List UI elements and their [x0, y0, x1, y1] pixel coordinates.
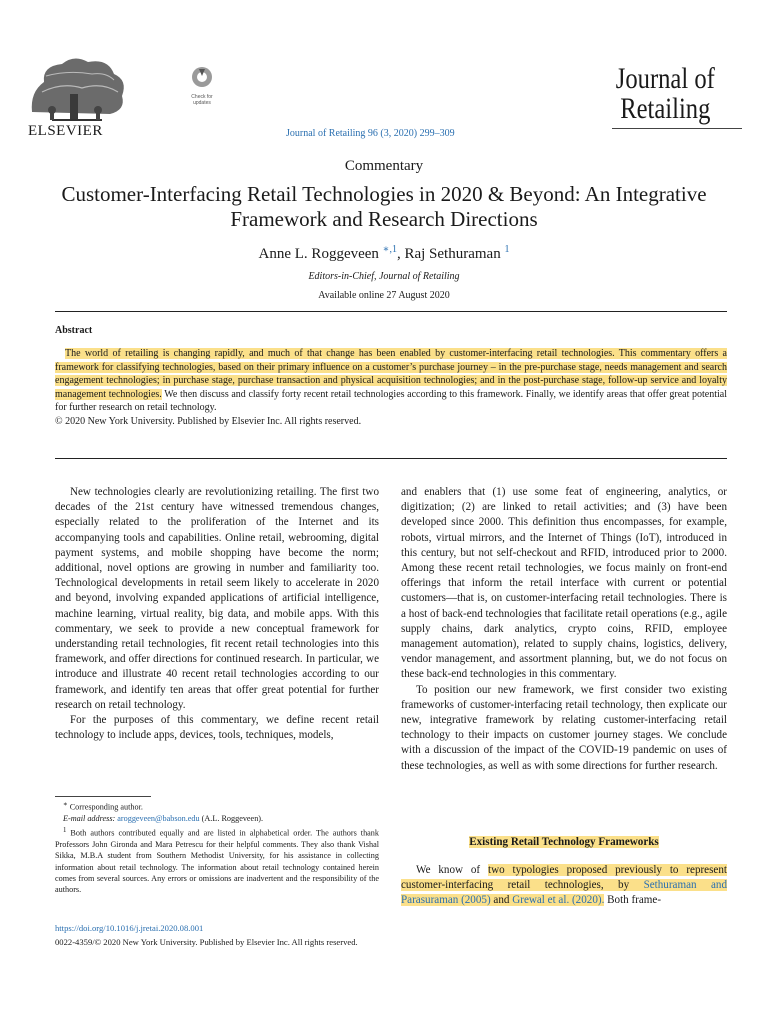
body-paragraph: For the purposes of this commentary, we define recent retail technology to include apps, devices, tools, techniques, models,	[55, 714, 379, 742]
author-list	[0, 244, 768, 263]
badge-line-1: Check for	[191, 94, 213, 100]
highlighted-text: two typologies proposed previously to represent customer-interfacing retail technologies, by	[401, 864, 727, 892]
body-paragraph: To position our new framework, we first consider two existing frameworks of customer-interfacing retail technology, then explicate our new, integrative framework by relating customer-interfacing retail technology to their impacts on customer journey stages. We conclude with a discussion of the impact of the COVID-19 pandemic on uses of these technologies, as well as with some directions for further research.	[401, 683, 727, 772]
journal-logo	[612, 64, 719, 124]
footnote-rule	[55, 796, 151, 797]
footnote-1: ∗ Corresponding author.	[63, 801, 143, 812]
title-line-1: Customer-Interfacing Retail Technologies in 2020 & Beyond: An Integrative	[61, 182, 707, 206]
affiliation: Editors-in-Chief, Journal of Retailing	[308, 271, 460, 282]
footnote-email: E-mail address: aroggeveen@babson.edu (A.L. Roggeveen).	[63, 814, 264, 824]
author-2-marks[interactable]: 1	[504, 244, 510, 255]
citation-link-grewal[interactable]: Grewal et al. (2020).	[512, 894, 605, 907]
check-for-updates-badge[interactable]	[185, 65, 219, 105]
publisher-name: ELSEVIER	[28, 123, 103, 139]
section-heading-text: Existing Retail Technology Frameworks	[469, 836, 659, 848]
section-heading	[401, 836, 727, 848]
footnote-2-mark: 1	[63, 826, 67, 834]
title-line-2: Framework and Research Directions	[230, 207, 538, 231]
available-online-date: Available online 27 August 2020	[318, 290, 450, 301]
body-paragraph: New technologies clearly are revolutionizing retailing. The first two decades of the 21st century have witnessed tremendous changes, especially related to the proliferation of the Internet and its accompanying tools and capabilities. Online retail, webrooming, digital payment systems, and mobile shopping have become the norm; additional, novel options are growing in number and familiarity too. Technological developments in retail seem likely to accelerate in 2020 and beyond, involving expanded applications of artificial intelligence, machine learning, virtual reality, big data, and mobile apps. With this commentary, we seek to provide a new conceptual framework for understanding retail technologies, fit recent retail technologies into this framework, and offer directions for continued research. In particular, we introduce and illustrate 40 recent retail technologies according to our framework, and identify ten areas that offer great potential for further research on retail technology.	[55, 486, 379, 711]
journal-logo-line-1: Journal of	[615, 62, 715, 95]
footnote-2: $^1$ Both authors contributed equally and are listed in alphabetical order. The authors thank Professors John Gironda and Mara Petrescu for their helpful comments. They also thank Vishal Sikka, M.B.A student from Southern Methodist University, for his assistance in collecting information about retail technology. The information about retail technology contained herein comes from several sources. Any errors or omissions are inadvertent and the responsibility of the authors.	[55, 826, 379, 895]
footnotes	[55, 799, 379, 896]
abstract-heading: Abstract	[55, 325, 93, 336]
journal-logo-line-2: Retailing	[620, 92, 711, 125]
journal-citation-link[interactable]: Journal of Retailing 96 (3, 2020) 299–309	[286, 128, 455, 139]
badge-line-2: updates	[193, 100, 211, 106]
abstract-bottom-rule	[55, 458, 727, 459]
section-paragraph: We know of two typologies proposed previously to represent customer-interfacing retail technologies, by Sethuraman and Parasuraman (2005) and Grewal et al. (2020). Both frame-	[401, 864, 727, 907]
abstract-copyright: © 2020 New York University. Published by Elsevier Inc. All rights reserved.	[55, 415, 362, 427]
email-link[interactable]: aroggeveen@babson.edu	[117, 814, 200, 824]
body-column-right	[401, 485, 727, 774]
journal-logo-rule	[612, 128, 742, 129]
author-1-marks[interactable]: ∗,1	[382, 244, 397, 255]
body-column-left	[55, 485, 379, 743]
article-title	[40, 182, 728, 232]
citation-link-sethuraman[interactable]: Sethuraman and Parasuraman (2005)	[401, 879, 727, 907]
author-1: Anne L. Roggeveen	[258, 246, 379, 262]
issn-copyright: 0022-4359/© 2020 New York University. Published by Elsevier Inc. All rights reserved.	[55, 937, 358, 947]
email-label: E-mail address:	[63, 814, 116, 824]
author-2: , Raj Sethuraman	[396, 246, 501, 262]
check-updates-icon	[185, 65, 219, 89]
abstract-body	[55, 347, 727, 428]
abstract-rest-text: We then discuss and classify forty recent retail technologies according to this framework. Finally, we identify areas that offer great potential for further research on retail technology.	[55, 388, 727, 413]
article-section: Commentary	[344, 158, 424, 174]
abstract-top-rule	[55, 311, 727, 312]
abstract-highlighted-text: The world of retailing is changing rapidly, and much of that change has been enabled by customer-interfacing retail technologies. This commentary offers a framework for classifying technologies, based on their primary influence on a customer’s purchase journey – in the pre-purchase stage, needs management and search engagement technologies; in purchase stage, purchase transaction and physical acquisition technologies; and in the post-purchase stage, follow-up service and loyalty management technologies.	[55, 348, 727, 400]
footnote-1-mark: ∗	[63, 801, 68, 808]
doi-link[interactable]: https://doi.org/10.1016/j.jretai.2020.08.001	[55, 923, 204, 933]
body-paragraph: and enablers that (1) use some feat of engineering, analytics, or digitization; (2) are linked to retail activities; and (3) have been developed since 2000. This definition thus encompasses, for example, robots, virtual mirrors, and the Internet of Things (IoT), introduced in this century, but not self-checkout and RFID, introduced prior to 2000. Among these recent retail technologies, we focus mainly on front-end offerings that inform the retail interface with current or potential customers—that is, on customer-interfacing retail technologies. There is a host of back-end technologies that facilitate retail operations (e.g., agile supply chains, dark analytics, crypto coins, RFID, employee management automation), related to supply chains, logistics, delivery, vendor management, and assortment planning, but, we do not focus on these back-end technologies in this commentary.	[401, 486, 727, 681]
